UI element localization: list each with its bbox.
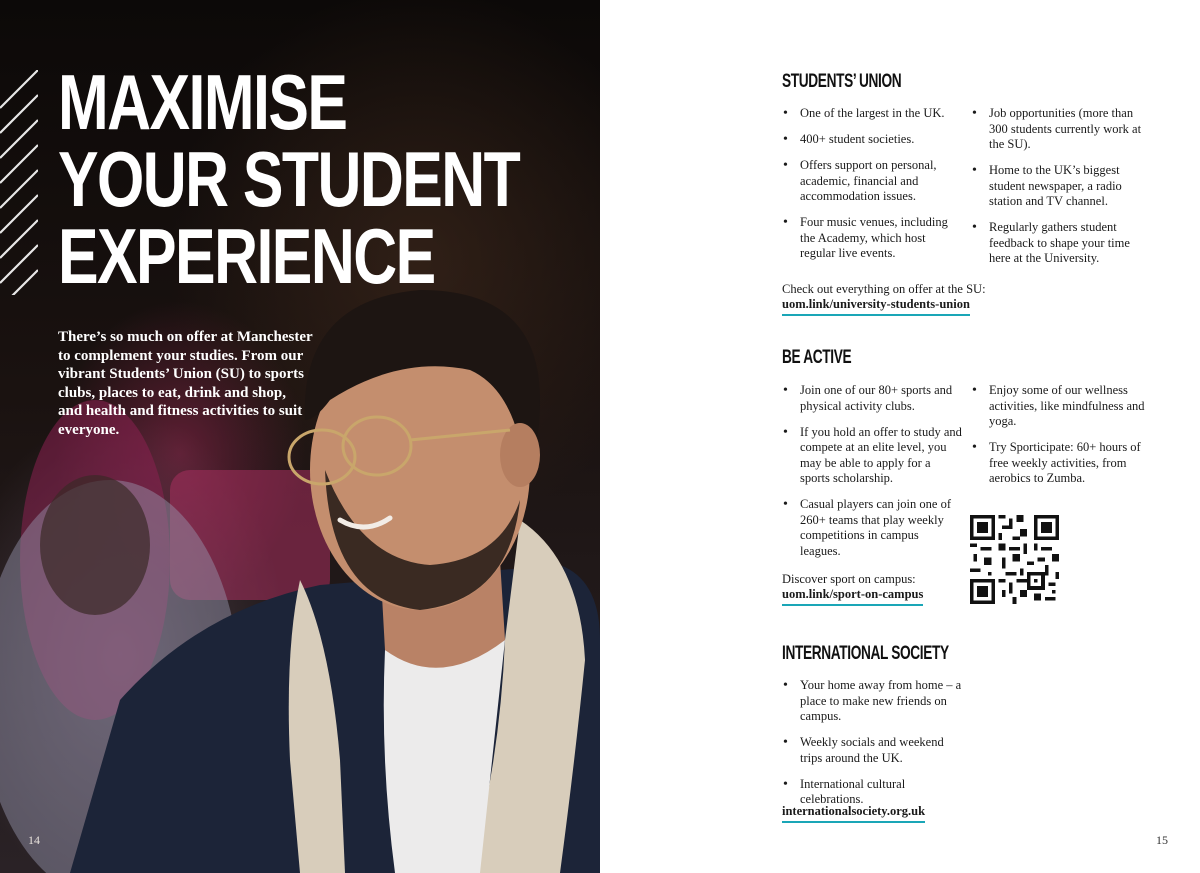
list-item: • Join one of our 80+ sports and physical activity clubs. (782, 383, 962, 414)
page-number-right: 15 (1156, 833, 1168, 847)
international-society-title: INTERNATIONAL SOCIETY (782, 643, 949, 664)
students-union-link[interactable]: uom.link/university-students-union (782, 297, 970, 316)
list-item: • Offers support on personal, academic, financial and accommodation issues. (782, 158, 962, 205)
diagonal-stripes-decoration (0, 70, 38, 295)
page-headline (58, 58, 520, 300)
list-item: • Casual players can join one of 260+ teams that play weekly competitions in campus leagues. (782, 497, 962, 559)
sport-on-campus-link[interactable]: uom.link/sport-on-campus (782, 587, 923, 606)
headline-line-2: YOUR STUDENT (58, 135, 520, 223)
list-item: • Job opportunities (more than 300 students currently work at the SU). (971, 106, 1151, 153)
students-union-list-right (971, 106, 1151, 277)
international-society-link[interactable]: internationalsociety.org.uk (782, 804, 925, 823)
list-item: • Try Sporticipate: 60+ hours of free weekly activities, from aerobics to Zumba. (971, 440, 1151, 487)
list-item: • Weekly socials and weekend trips around the UK. (782, 735, 962, 766)
list-item: • Enjoy some of our wellness activities, like mindfulness and yoga. (971, 383, 1151, 430)
students-union-title: STUDENTS’ UNION (782, 71, 902, 92)
page-number-left: 14 (28, 833, 40, 847)
list-item: • 400+ student societies. (782, 132, 962, 148)
headline-line-3: EXPERIENCE (58, 212, 435, 300)
list-item: • International cultural celebrations. (782, 777, 962, 808)
right-page (600, 0, 1200, 873)
headline-line-1: MAXIMISE (58, 58, 347, 146)
students-union-list-left (782, 106, 962, 272)
be-active-list-left (782, 383, 962, 570)
intro-paragraph: There’s so much on offer at Manchester to complement your studies. From our vibrant Students’ Union (SU) to sports clubs, places to eat, drink and shop, and health and fitness activities to suit everyone. (58, 329, 313, 438)
list-item: • Home to the UK’s biggest student newspaper, a radio station and TV channel. (971, 163, 1151, 210)
list-item: • If you hold an offer to study and compete at an elite level, you may be able to apply for a sports scholarship. (782, 425, 962, 487)
students-union-note: Check out everything on offer at the SU: (782, 282, 986, 296)
list-item: • Four music venues, including the Academy, which host regular live events. (782, 215, 962, 262)
list-item: • Your home away from home – a place to make new friends on campus. (782, 678, 962, 725)
international-society-list (782, 678, 962, 818)
be-active-note: Discover sport on campus: (782, 572, 916, 586)
be-active-list-right (971, 383, 1151, 497)
list-item: • Regularly gathers student feedback to shape your time here at the University. (971, 220, 1151, 267)
qr-code[interactable] (970, 515, 1059, 604)
be-active-title: BE ACTIVE (782, 347, 852, 368)
list-item: • One of the largest in the UK. (782, 106, 962, 122)
